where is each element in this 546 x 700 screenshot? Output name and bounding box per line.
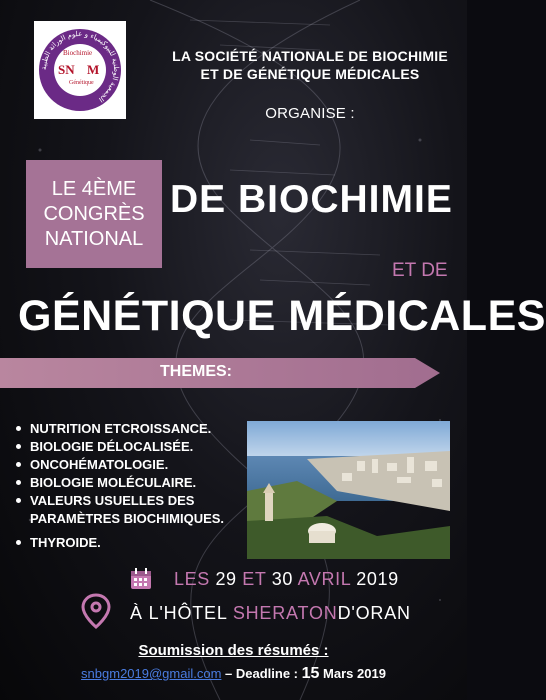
edition-line1: LE 4ÈME bbox=[51, 177, 137, 200]
title-biochimie: DE BIOCHIMIE bbox=[170, 178, 453, 221]
theme-item: VALEURS USUELLES DES PARAMÈTRES BIOCHIMIQUES. bbox=[16, 492, 251, 528]
bullet-icon bbox=[16, 462, 21, 467]
submission-contact: snbgm2019@gmail.com – Deadline : 15 Mars 2019 bbox=[81, 665, 386, 682]
deadline-day: 15 bbox=[301, 665, 320, 682]
edition-line2: CONGRÈS bbox=[43, 202, 145, 225]
event-location: À L'HÔTEL SHERATOND'ORAN bbox=[130, 603, 411, 623]
congress-edition-box bbox=[26, 160, 162, 268]
theme-item: BIOLOGIE DÉLOCALISÉE. bbox=[16, 438, 251, 456]
bullet-icon bbox=[16, 498, 21, 503]
oran-city-photo bbox=[247, 421, 450, 559]
themes-label: THEMES: bbox=[160, 363, 232, 380]
society-name-line2: ET DE GÉNÉTIQUE MÉDICALES bbox=[200, 66, 420, 82]
themes-list bbox=[16, 420, 251, 552]
theme-item: NUTRITION ETCROISSANCE. bbox=[16, 420, 251, 438]
theme-item: ONCOHÉMATOLOGIE. bbox=[16, 456, 251, 474]
theme-item: BIOLOGIE MOLÉCULAIRE. bbox=[16, 474, 251, 492]
theme-item: THYROIDE. bbox=[16, 534, 251, 552]
logo-text-m: M bbox=[87, 62, 100, 77]
logo-text-sn: SN bbox=[58, 62, 75, 77]
svg-text:الجمعية الوطنية للبيوكيمياء و: الجمعية الوطنية للبيوكيمياء و علوم الوراثة الطبية bbox=[39, 29, 121, 104]
bullet-icon bbox=[16, 480, 21, 485]
bullet-icon bbox=[16, 540, 21, 545]
calendar-icon bbox=[130, 568, 152, 590]
society-name-line1: LA SOCIÉTÉ NATIONALE DE BIOCHIMIE bbox=[172, 48, 448, 64]
deadline-month-year: Mars 2019 bbox=[319, 666, 386, 681]
organise-label: ORGANISE : bbox=[265, 105, 355, 122]
edition-line3: NATIONAL bbox=[44, 227, 144, 250]
bullet-icon bbox=[16, 444, 21, 449]
logo-center bbox=[54, 44, 106, 96]
submission-title: Soumission des résumés : bbox=[138, 642, 329, 659]
deadline-label: Deadline : bbox=[235, 666, 302, 681]
logo-text-biochimie: Biochimie bbox=[63, 49, 93, 57]
society-logo bbox=[34, 21, 126, 119]
location-pin-icon bbox=[82, 594, 110, 628]
title-genetique: GÉNÉTIQUE MÉDICALES bbox=[18, 292, 546, 340]
logo-text-genetique: Génétique bbox=[69, 80, 94, 86]
logo-ring bbox=[39, 29, 121, 111]
event-date: LES 29 ET 30 AVRIL 2019 bbox=[174, 569, 399, 589]
title-connector: ET DE bbox=[392, 260, 448, 281]
contact-email-link[interactable]: snbgm2019@gmail.com bbox=[81, 666, 222, 681]
bullet-icon bbox=[16, 426, 21, 431]
